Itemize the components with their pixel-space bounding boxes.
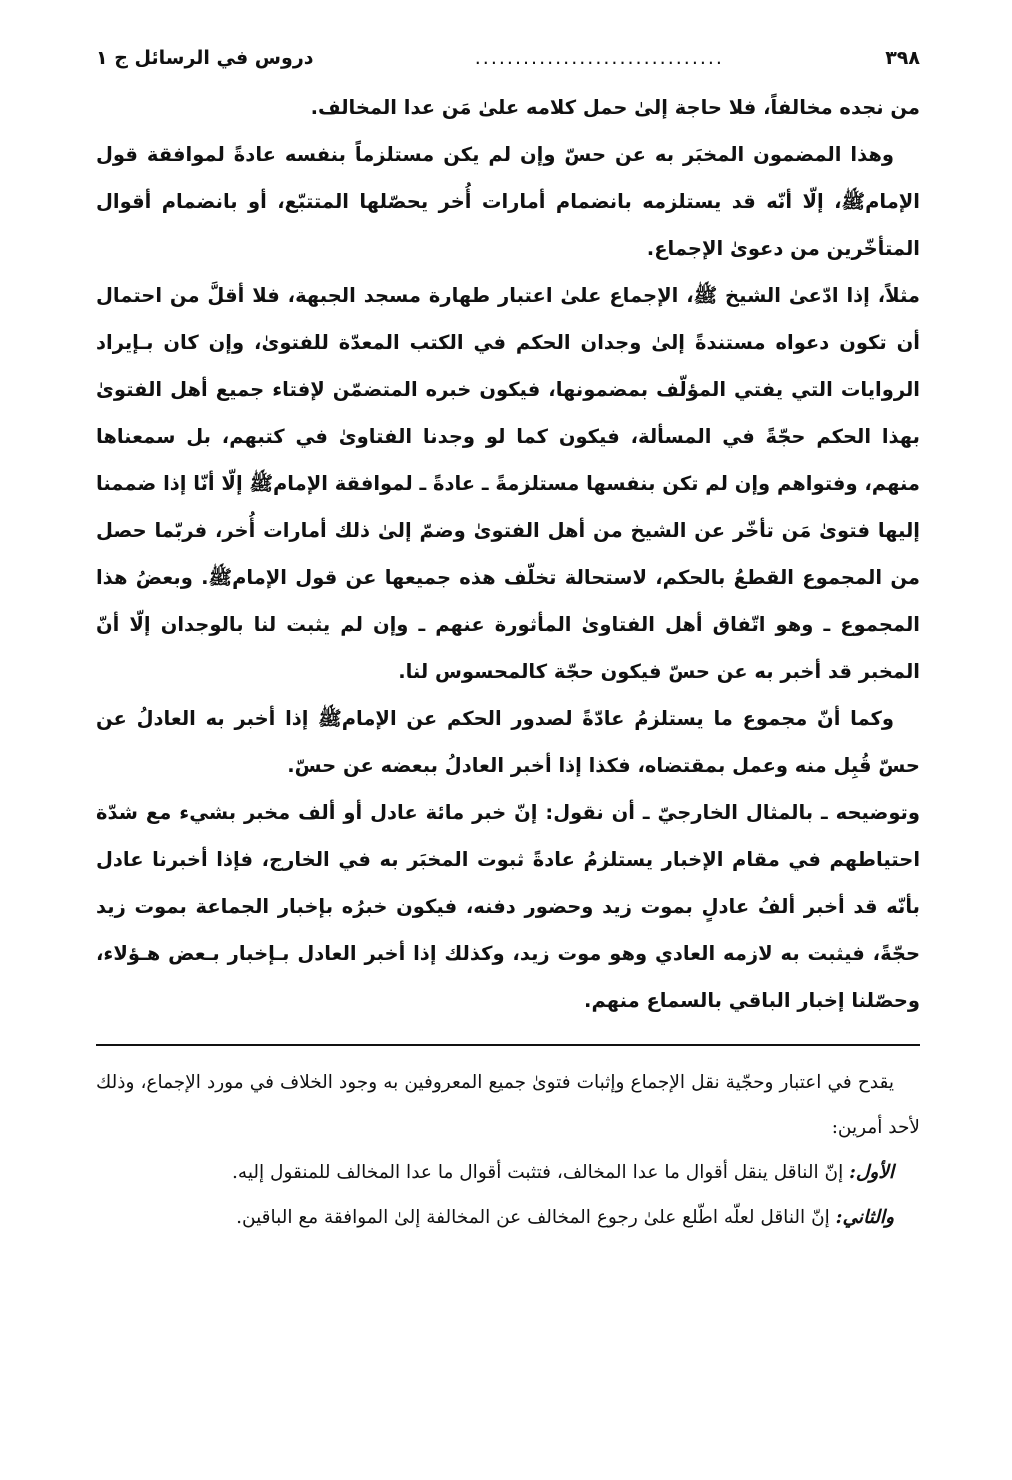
footnote-text-second: إنّ الناقل لعلّه اطّلع علىٰ رجوع المخالف عن المخالفة إلىٰ الموافقة مع الباقين. — [236, 1207, 836, 1228]
footnote-separator — [96, 1044, 920, 1046]
paragraph: وتوضيحه ـ بالمثال الخارجيّ ـ أن نقول: إنّ خبر مائة عادل أو ألف مخبر بشيء مع شدّة احتياطهم في مقام الإخبار يستلزمُ عادةً ثبوت المخبَر به في الخارج، فإذا أخبرنا عادل بأنّه قد أخبر ألفُ عادلٍ بموت زيد وحضور دفنه، فيكون خبرُه بإخبار الجماعة بموت زيد حجّةً، فيثبت به لازمه العادي وهو موت زيد، وكذلك إذا أخبر العادل بـإخبار بـعض هـؤلاء، وحصّلنا إخبار الباقي بالسماع منهم. — [96, 801, 920, 1012]
footnote-item-first — [96, 1150, 920, 1195]
paragraph-continuation: من نجده مخالفاً، فلا حاجة إلىٰ حمل كلامه علىٰ مَن عدا المخالف. — [310, 96, 920, 119]
header-leader-dots: ............................... — [474, 47, 724, 69]
paragraph: وهذا المضمون المخبَر به عن حسّ وإن لم يكن مستلزماً بنفسه عادةً لموافقة قول الإمامﷺ، إلّا أنّه قد يستلزمه بانضمام أمارات أُخر يحصّلها المتتبّع، أو بانضمام أقوال المتأخّرين من دعوىٰ الإجماع. — [96, 143, 920, 260]
footnote-item-second — [96, 1195, 920, 1240]
main-text — [96, 84, 920, 1024]
page-number: ٣٩٨ — [885, 47, 920, 69]
paragraph: وكما أنّ مجموع ما يستلزمُ عادّةً لصدور الحكم عن الإمامﷺ إذا أخبر به العادلُ عن حسّ قُبِل منه وعمل بمقتضاه، فكذا إذا أخبر العادلُ ببعضه عن حسّ. — [96, 707, 920, 777]
footnote-label-first: الأول: — [849, 1162, 894, 1183]
footnote-text-first: إنّ الناقل ينقل أقوال ما عدا المخالف، فتثبت أقوال ما عدا المخالف للمنقول إليه. — [232, 1162, 850, 1183]
running-title: دروس في الرسائل ج ١ — [96, 47, 314, 69]
running-header — [96, 40, 920, 76]
footnote-intro: يقدح في اعتبار وحجّية نقل الإجماع وإثبات فتوىٰ جميع المعروفين به وجود الخلاف في مورد الإجماع، وذلك لأحد أمرين: — [96, 1072, 920, 1138]
paragraph: مثلاً، إذا ادّعىٰ الشيخ ﷺ، الإجماع علىٰ اعتبار طهارة مسجد الجبهة، فلا أقلَّ من احتمال أن تكون دعواه مستندةً إلىٰ وجدان الحكم في الكتب المعدّة للفتوىٰ، وإن كان بـإيراد الروايات التي يفتي المؤلّف بمضمونها، فيكون خبره المتضمّن لإفتاء جميع أهل الفتوىٰ بهذا الحكم حجّةً في المسألة، فيكون كما لو وجدنا الفتاوىٰ في كتبهم، بل سمعناها منهم، وفتواهم وإن لم تكن بنفسها مستلزمةً ـ عادةً ـ لموافقة الإمامﷺ إلّا أنّا إذا ضممنا إليها فتوىٰ مَن تأخّر عن الشيخ من أهل الفتوىٰ وضمّ إلىٰ ذلك أمارات أُخر، فربّما حصل من المجموع القطعُ بالحكم، لاستحالة تخلّف هذه جميعها عن قول الإمامﷺ. وبعضُ هذا المجموع ـ وهو اتّفاق أهل الفتاوىٰ المأثورة عنهم ـ وإن لم يثبت لنا بالوجدان إلّا أنّ المخبر قد أخبر به عن حسّ فيكون حجّة كالمحسوس لنا. — [96, 284, 920, 683]
footnote-label-second: والثاني: — [835, 1207, 894, 1228]
footnotes — [96, 1060, 920, 1240]
